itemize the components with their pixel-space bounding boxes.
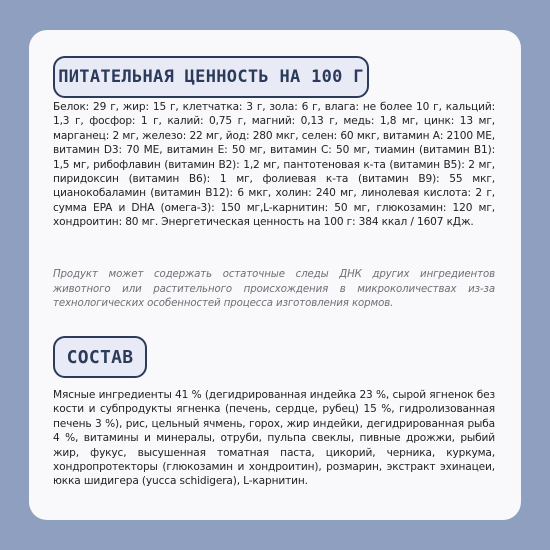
composition-heading: СОСТАВ: [53, 336, 147, 378]
dna-disclaimer-text: Продукт может содержать остаточные следы ДНК других ингредиентов животного или растительного происхождения в микроколичествах из-за технологических особенностей процесса изготовления кормов.: [53, 269, 495, 310]
nutrition-heading: ПИТАТЕЛЬНАЯ ЦЕННОСТЬ НА 100 Г: [53, 56, 369, 98]
info-card: [29, 30, 521, 520]
composition-text: Мясные ингредиенты 41 % (дегидрированная индейка 23 %, сырой ягненок без кости и субпродукты ягненка (печень, сердце, рубец) 15 %, гидролизованная печень 3 %), рис, цельный ячмень, горох, жир индейки, дегидрированная рыба 4 %, витамины и минералы, отруби, пульпа свеклы, пивные дрожжи, рыбий жир, фукус, высушенная томатная паста, цикорий, черника, куркума, хондропротекторы (глюкозамин и хондроитин), розмарин, экстракт эхинацеи, юкка шидигера (yucca schidigera), L-карнитин.: [53, 389, 495, 488]
nutrition-facts-text: Белок: 29 г, жир: 15 г, клетчатка: 3 г, зола: 6 г, влага: не более 10 г, кальций: 1,3 г, фосфор: 1 г, калий: 0,75 г, магний: 0,13 г, медь: 1,8 мг, цинк: 13 мг, марганец: 2 мг, железо: 22 мг, йод: 280 мкг, селен: 60 мкг, витамин А: 2100 МЕ, витамин D3: 70 МЕ, витамин Е: 50 мг, витамин С: 50 мг, тиамин (витамин В1): 1,5 мг, рибофлавин (витамин В2): 1,2 мг, пантотеновая к-та (витамин В5): 2 мг, пиридоксин (витамин В6): 1 мг, фолиевая к-та (витамин В9): 55 мкг, цианокобаламин (витамин В12): 6 мкг, холин: 240 мг, линолевая кислота: 2 г, сумма EPA и DHA (омега-3): 150 мг,L-карнитин: 50 мг, глюкозамин: 120 мг, хондроитин: 80 мг. Энергетическая ценность на 100 г: 384 ккал / 1607 кДж.: [53, 101, 495, 229]
